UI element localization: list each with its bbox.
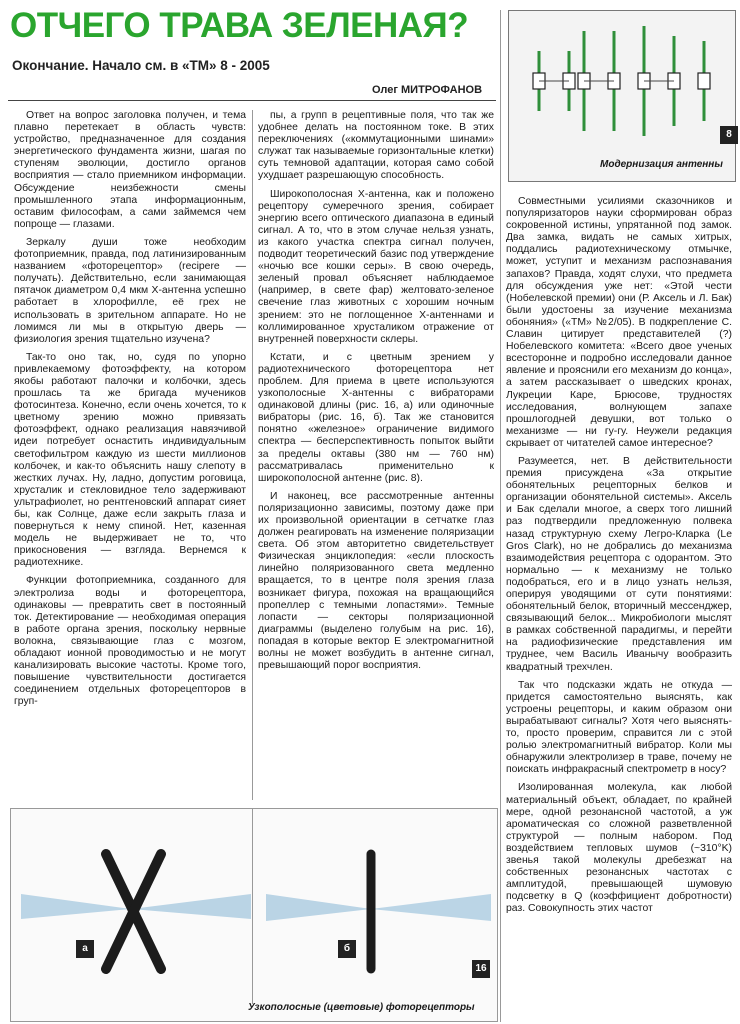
paragraph: Совместными усилиями сказочников и популяризаторов науки сформирован образ сокровенной истины, упрятанной под замок. Два замка, видать не самых хитрых, поддались радиотехническому отмычке, может, уступит и механизм распознавания запахов? Правда, ходят слухи, что предмета для обсуждения уже нет: «Этой чести (Нобелевской премии) они (Р. Аксель и Л. Бак) были удостоены за изучение механизма обоняния» («ТМ» №2/05). В подкрепление С. Славин цитирует представителей (?) Нобелевского комитета: «Всего двое ученых всесторонне и подробно исследовали данное явление и прояснили его механизм до конца», а затем рассказывает о шведских кронах, Лукреции Каре, Брюсове, трудностях исследования, волнующем запахе прошлогодней девушки, вот только о механизме — ни гу-гу. Неужели редакция скрывает от читателей самое интересное? [506,196,732,449]
figure-narrowband-photoreceptors [10,808,498,1022]
paragraph: Разумеется, нет. В действительности премия присуждена «За открытие обонятельных рецепторных белков и организации обонятельной системы». Аксель и Бак сделали многое, а сверх того лишний раз подтвердили предложенную полвека назад структурную схему Легро-Кларка (Le Gros Clark), но не добрались до механизма взаимодействия рецептора с одорантом. Это нормально — к механизму не только подобраться, его и в лицо узнать нельзя, оперируя уводящими от сути понятиями: обонятельный белок, вторичный мессенджер, связывающий белок... Микробиологи мыслят в рамках собственной парадигмы, и перейти на радиофизические представления им труднее, чем Василь Иванычу вообразить квадратный трехчлен. [506,455,732,673]
antenna-diagram [509,11,735,161]
figure-caption: Модернизация антенны [600,159,723,170]
article-subtitle: Окончание. Начало см. в «ТМ» 8 - 2005 [12,58,270,73]
text-column-3 [506,196,732,1022]
header-rule [8,100,496,101]
figure-antenna-modernization [508,10,736,182]
text-column-2 [258,110,494,800]
polarization-diagram-b [266,894,491,921]
paragraph: Кстати, и с цветным зрением у радиотехнического фоторецептора нет проблем. Для приема в цвете используются узкополосные Х-антенны с вибраторами одинаковой длины (рис. 16, а) или одиночные вибраторы (рис. 16, б). Так же становится понятно «железное» ограничение видимого спектра — бесперспективность попыток выйти за пределы октавы (380 нм — 760 нм) рассматривалась применительно к широкополосной антенне (рис. 8). [258,351,494,484]
author-name: Олег МИТРОФАНОВ [372,84,483,96]
paragraph: Функции фотоприемника, созданного для электролиза воды и фоторецептора, одинаковы — превратить свет в постоянный ток. Детектирование — необходимая операция в работе органа зрения, поскольку нервные волокна, связывающие глаз с мозгом, обладают ионной проводимостью и не могут канализировать высокие частоты. Кроме того, повышение чувствительности достигается соединением отдельных фоторецепторов в груп- [14,575,246,708]
text-column-1 [14,110,246,800]
paragraph: Широкополосная Х-антенна, как и положено рецептору сумеречного зрения, собирает энергию всего оптического диапазона в единый сигнал. А то, что в этом случае нельзя узнать, из какого участка спектра сигнал получен, подводит теоретический базис под утверждение «ночью все кошки серы». В свою очередь, зеленый провал объясняет наблюдаемое (например, в свете фар) желтовато-зеленое свечение глаз животных с хорошим ночным зрением: это не поглощенное Х-антеннами и коллимированное хрусталиком отражение от внутренней поверхности склеры. [258,188,494,345]
paragraph: Так-то оно так, но, судя по упорно привлекаемому фотоэффекту, на котором якобы работают палочки и колбочки, здесь прошлась та же бригада мучеников фотосинтеза. Конечно, если очень хочется, то к цветному зрению можно привязать фотоэффект, однако реализация навязчивой идеи потребует оснастить индивидуальным светофильтром каждую из шести миллионов колбочек, и как-то объяснить нашу слепоту в жестких лучах. Ну, ладно, допустим роговица, хрусталик и стекловидное тело задерживают ультрафиолет, но рентгеновский аппарат сияет бы, как Солнце, даже если закрыть глаза и повернуться к нему спиной. Нет, казенная модель не выдерживает не то, что прикосновения — взгляда. Вернемся к радиотехнике. [14,351,246,569]
paragraph: Ответ на вопрос заголовка получен, и тема плавно перетекает в область чувств: устройство, предназначенное для создания энергетического фундамента жизни, шагая по ступеням эволюции, достигло органов восприятия — стало приемником информации. Обсуждение неизбежности смены промышленного этапа информационным, оставим философам, а сами займемся чем попроще — глазами. [14,110,246,230]
paragraph: Зеркалу души тоже необходим фотоприемник, правда, под латинизированным названием «фоторецептор» (recipere — получать). Действительно, если занимающая пятачок диаметром 0,4 мкм Х-антенна успешно работает в хлорофилле, её грех не использовать в зрительном аппарате. Но не ломимся ли мы в открытую дверь — физиология зрения тщательно изучена? [14,236,246,345]
crossed-vibrators [106,854,161,969]
article-title: ОТЧЕГО ТРАВА ЗЕЛЕНАЯ? [10,6,469,45]
column-divider [252,110,253,800]
figure-label-b: б [338,940,356,958]
paragraph: Так что подсказки ждать не откуда — придется самостоятельно выяснять, как устроены рецепторы, и каким образом они вырабатывают сигналы? Хотя чего выяснять-то, просто проверим, справится ли с этой ролью электромагнитный вибратор. Коли мы обнаружили электролизер в траве, почему не поискать инфракрасный спектрометр в носу? [506,679,732,776]
figure-divider [252,808,253,1004]
figure-label-a: а [76,940,94,958]
paragraph: пы, а групп в рецептивные поля, что так же удобнее делать на постоянном токе. В этих переключениях («коммутационными шинами» служат так называемые горизонтальные клетки) суть темновой адаптации, которая само собой ухудшает разрешающую способность. [258,110,494,182]
figure-number-16: 16 [472,960,490,978]
photoreceptor-diagrams [11,809,497,1009]
figure-caption: Узкополосные (цветовые) фоторецепторы [248,1002,475,1013]
column-divider [500,10,501,1022]
paragraph: И наконец, все рассмотренные антенны поляризационно зависимы, поэтому даже при их произвольной ориентации в сетчатке глаз должен реагировать на изменение поляризации света. Об этом авторитетно свидетельствует Физическая энциклопедия: «если плоскость линейно поляризованного света медленно вращается, то в центре поля зрения глаза возникает фигура, похожая на вращающийся пропеллер с темными лопастями». Темные лопасти — секторы поляризационной диаграммы (выделено голубым на рис. 16), попадая в которые вектор E электромагнитной волны не может возбудить в антенне сигнал, превышающий порог восприятия. [258,490,494,672]
figure-number-8: 8 [720,126,738,144]
paragraph: Изолированная молекула, как любой материальный объект, обладает, по крайней мере, одной резонансной частотой, а уж ароматическая со сложной разветвленной структурой — полным набором. Под воздействием тепловых шумов (~310°K) звенья такой молекулы дребезжат на собственных резонансных частотах с амплитудой, превышающей шумовую подсветку в Q (коэффициент добротности) раз. Совокупность этих частот [506,782,732,915]
